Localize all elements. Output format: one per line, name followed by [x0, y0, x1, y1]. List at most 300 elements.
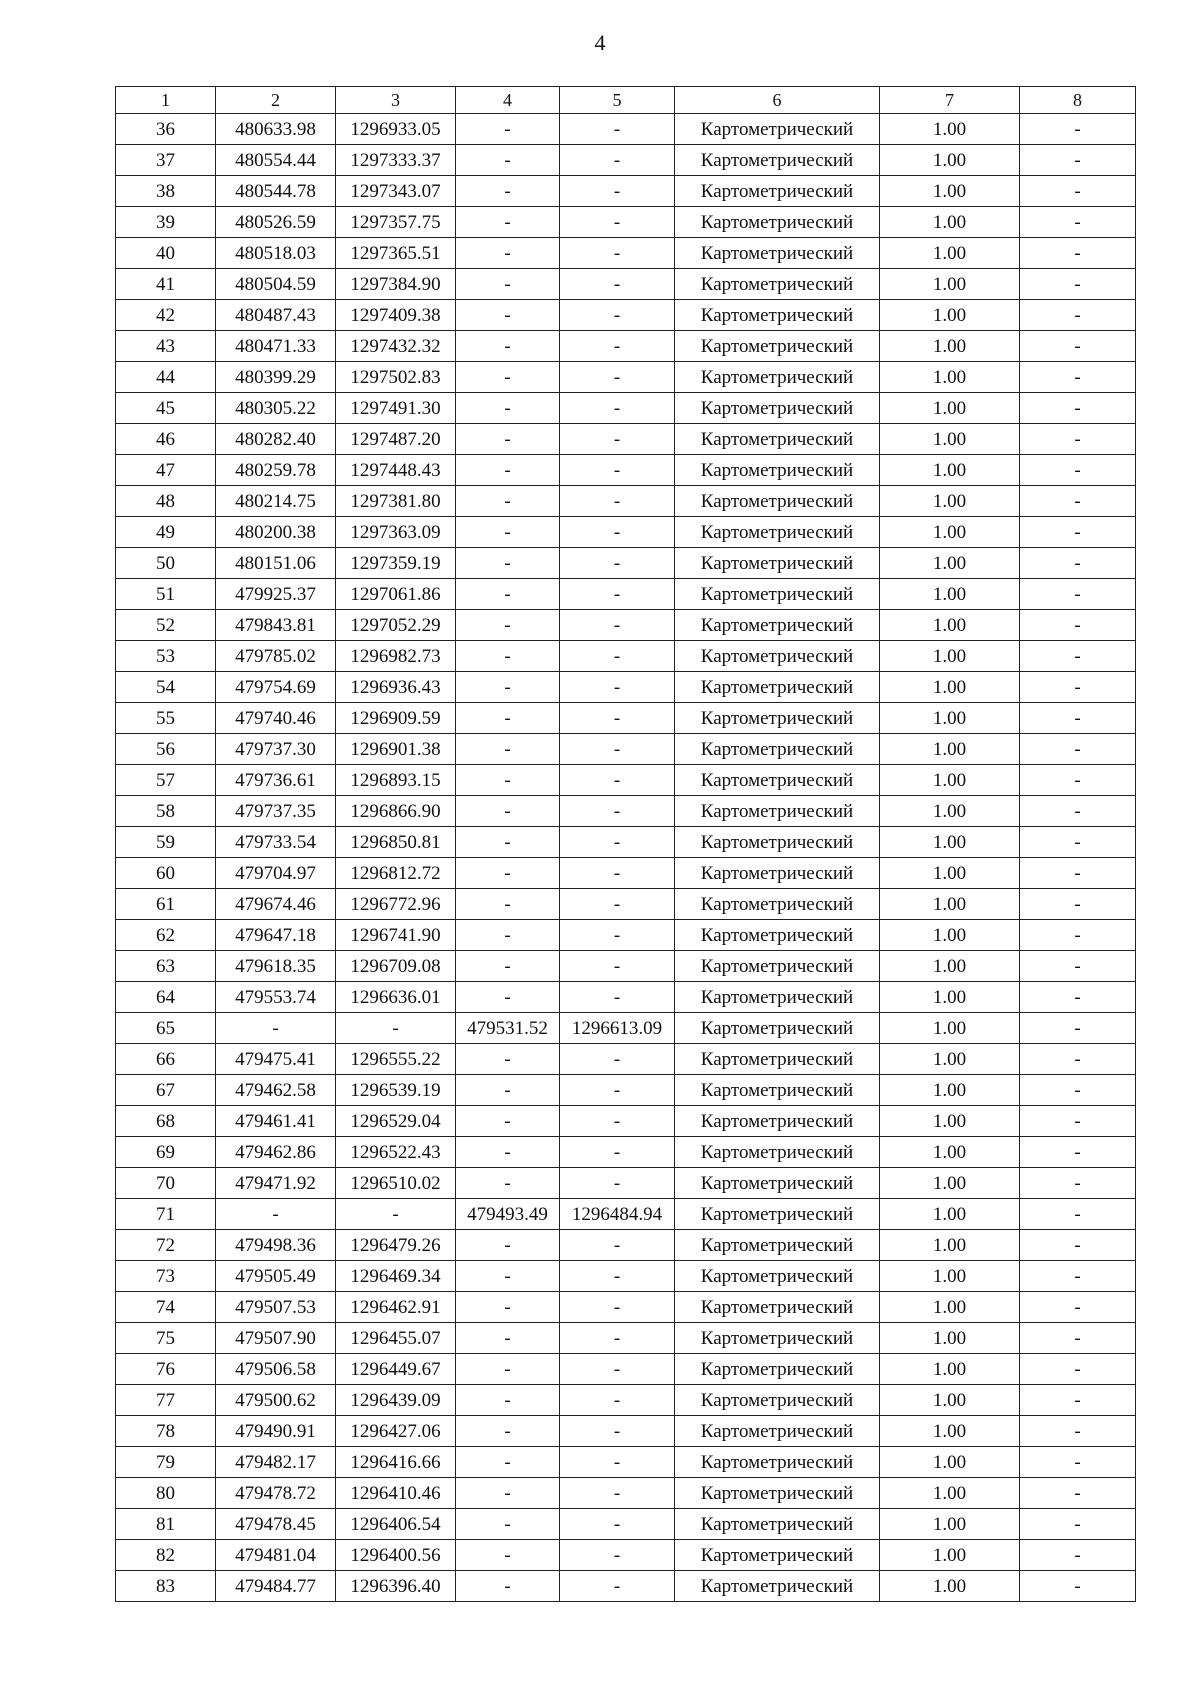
accuracy-cell: 1.00 — [880, 1261, 1020, 1292]
y-new-coordinate-cell: - — [560, 1168, 675, 1199]
point-number-cell: 57 — [116, 765, 216, 796]
y-coordinate-cell: 1297333.37 — [336, 145, 456, 176]
accuracy-cell: 1.00 — [880, 362, 1020, 393]
y-coordinate-cell: 1296933.05 — [336, 114, 456, 145]
table-row — [116, 1292, 1136, 1323]
y-new-coordinate-cell: - — [560, 486, 675, 517]
point-number-cell: 75 — [116, 1323, 216, 1354]
point-number-cell: 77 — [116, 1385, 216, 1416]
y-coordinate-cell: 1297502.83 — [336, 362, 456, 393]
y-new-coordinate-cell: - — [560, 610, 675, 641]
page-number: 4 — [594, 30, 606, 55]
y-coordinate-cell: 1297384.90 — [336, 269, 456, 300]
point-number-cell: 65 — [116, 1013, 216, 1044]
column-header: 3 — [336, 87, 456, 114]
accuracy-cell: 1.00 — [880, 114, 1020, 145]
x-new-coordinate-cell: - — [456, 641, 560, 672]
y-coordinate-cell: 1296469.34 — [336, 1261, 456, 1292]
x-coordinate-cell: 479925.37 — [216, 579, 336, 610]
x-coordinate-cell: 479462.58 — [216, 1075, 336, 1106]
x-new-coordinate-cell: - — [456, 1540, 560, 1571]
y-coordinate-cell: 1296396.40 — [336, 1571, 456, 1602]
y-new-coordinate-cell: - — [560, 1447, 675, 1478]
y-new-coordinate-cell: - — [560, 1137, 675, 1168]
x-new-coordinate-cell: - — [456, 1354, 560, 1385]
description-cell: - — [1020, 1571, 1136, 1602]
x-new-coordinate-cell: - — [456, 114, 560, 145]
description-cell: - — [1020, 1323, 1136, 1354]
x-coordinate-cell: 480200.38 — [216, 517, 336, 548]
method-cell: Картометрический — [675, 1478, 880, 1509]
accuracy-cell: 1.00 — [880, 610, 1020, 641]
method-cell: Картометрический — [675, 1137, 880, 1168]
y-new-coordinate-cell: - — [560, 1261, 675, 1292]
description-cell: - — [1020, 1292, 1136, 1323]
table-row — [116, 1540, 1136, 1571]
point-number-cell: 43 — [116, 331, 216, 362]
method-cell: Картометрический — [675, 207, 880, 238]
y-new-coordinate-cell: - — [560, 455, 675, 486]
y-new-coordinate-cell: - — [560, 982, 675, 1013]
method-cell: Картометрический — [675, 176, 880, 207]
description-cell: - — [1020, 362, 1136, 393]
table-row — [116, 1447, 1136, 1478]
accuracy-cell: 1.00 — [880, 176, 1020, 207]
table-row — [116, 1106, 1136, 1137]
method-cell: Картометрический — [675, 579, 880, 610]
accuracy-cell: 1.00 — [880, 889, 1020, 920]
y-coordinate-cell: 1297381.80 — [336, 486, 456, 517]
x-new-coordinate-cell: - — [456, 1261, 560, 1292]
table-row — [116, 1416, 1136, 1447]
table-body — [116, 114, 1136, 1602]
y-new-coordinate-cell: - — [560, 176, 675, 207]
x-coordinate-cell: 480518.03 — [216, 238, 336, 269]
y-coordinate-cell: 1297052.29 — [336, 610, 456, 641]
accuracy-cell: 1.00 — [880, 1137, 1020, 1168]
point-number-cell: 70 — [116, 1168, 216, 1199]
x-coordinate-cell: 479785.02 — [216, 641, 336, 672]
y-coordinate-cell: 1296406.54 — [336, 1509, 456, 1540]
y-coordinate-cell: 1296555.22 — [336, 1044, 456, 1075]
y-new-coordinate-cell: - — [560, 1106, 675, 1137]
description-cell: - — [1020, 1137, 1136, 1168]
method-cell: Картометрический — [675, 1571, 880, 1602]
table-row — [116, 1137, 1136, 1168]
table-row — [116, 765, 1136, 796]
point-number-cell: 46 — [116, 424, 216, 455]
x-new-coordinate-cell: - — [456, 672, 560, 703]
table-row — [116, 858, 1136, 889]
point-number-cell: 64 — [116, 982, 216, 1013]
x-new-coordinate-cell: - — [456, 1509, 560, 1540]
accuracy-cell: 1.00 — [880, 579, 1020, 610]
table-row — [116, 672, 1136, 703]
point-number-cell: 76 — [116, 1354, 216, 1385]
point-number-cell: 72 — [116, 1230, 216, 1261]
y-coordinate-cell: 1297343.07 — [336, 176, 456, 207]
y-coordinate-cell: 1296539.19 — [336, 1075, 456, 1106]
point-number-cell: 56 — [116, 734, 216, 765]
table-row — [116, 889, 1136, 920]
description-cell: - — [1020, 238, 1136, 269]
x-coordinate-cell: 479481.04 — [216, 1540, 336, 1571]
y-coordinate-cell: 1297432.32 — [336, 331, 456, 362]
y-new-coordinate-cell: - — [560, 1323, 675, 1354]
x-coordinate-cell: 479498.36 — [216, 1230, 336, 1261]
y-new-coordinate-cell: - — [560, 889, 675, 920]
y-new-coordinate-cell: - — [560, 734, 675, 765]
x-new-coordinate-cell: - — [456, 1478, 560, 1509]
accuracy-cell: 1.00 — [880, 1571, 1020, 1602]
description-cell: - — [1020, 300, 1136, 331]
x-new-coordinate-cell: - — [456, 858, 560, 889]
accuracy-cell: 1.00 — [880, 641, 1020, 672]
y-new-coordinate-cell: - — [560, 858, 675, 889]
description-cell: - — [1020, 517, 1136, 548]
description-cell: - — [1020, 269, 1136, 300]
y-coordinate-cell: 1296416.66 — [336, 1447, 456, 1478]
y-coordinate-cell: 1297448.43 — [336, 455, 456, 486]
table-row — [116, 1478, 1136, 1509]
point-number-cell: 58 — [116, 796, 216, 827]
x-coordinate-cell: 479553.74 — [216, 982, 336, 1013]
accuracy-cell: 1.00 — [880, 1509, 1020, 1540]
point-number-cell: 79 — [116, 1447, 216, 1478]
accuracy-cell: 1.00 — [880, 734, 1020, 765]
accuracy-cell: 1.00 — [880, 1354, 1020, 1385]
description-cell: - — [1020, 703, 1136, 734]
table-row — [116, 579, 1136, 610]
description-cell: - — [1020, 982, 1136, 1013]
x-coordinate-cell: 480633.98 — [216, 114, 336, 145]
table-row — [116, 951, 1136, 982]
point-number-cell: 61 — [116, 889, 216, 920]
description-cell: - — [1020, 858, 1136, 889]
x-coordinate-cell: 480554.44 — [216, 145, 336, 176]
y-new-coordinate-cell: - — [560, 1075, 675, 1106]
table-row — [116, 393, 1136, 424]
point-number-cell: 66 — [116, 1044, 216, 1075]
x-new-coordinate-cell: - — [456, 920, 560, 951]
description-cell: - — [1020, 1354, 1136, 1385]
x-new-coordinate-cell: - — [456, 393, 560, 424]
y-new-coordinate-cell: - — [560, 517, 675, 548]
accuracy-cell: 1.00 — [880, 858, 1020, 889]
point-number-cell: 40 — [116, 238, 216, 269]
x-coordinate-cell: 480282.40 — [216, 424, 336, 455]
method-cell: Картометрический — [675, 734, 880, 765]
x-coordinate-cell: 479507.90 — [216, 1323, 336, 1354]
point-number-cell: 83 — [116, 1571, 216, 1602]
method-cell: Картометрический — [675, 1013, 880, 1044]
accuracy-cell: 1.00 — [880, 207, 1020, 238]
accuracy-cell: 1.00 — [880, 1230, 1020, 1261]
accuracy-cell: 1.00 — [880, 1416, 1020, 1447]
column-header: 2 — [216, 87, 336, 114]
description-cell: - — [1020, 1540, 1136, 1571]
accuracy-cell: 1.00 — [880, 455, 1020, 486]
accuracy-cell: 1.00 — [880, 1013, 1020, 1044]
x-coordinate-cell: 480399.29 — [216, 362, 336, 393]
y-coordinate-cell: 1297061.86 — [336, 579, 456, 610]
x-new-coordinate-cell: - — [456, 300, 560, 331]
description-cell: - — [1020, 920, 1136, 951]
x-new-coordinate-cell: 479493.49 — [456, 1199, 560, 1230]
method-cell: Картометрический — [675, 1354, 880, 1385]
point-number-cell: 52 — [116, 610, 216, 641]
description-cell: - — [1020, 672, 1136, 703]
method-cell: Картометрический — [675, 1261, 880, 1292]
table-row — [116, 703, 1136, 734]
column-header: 6 — [675, 87, 880, 114]
description-cell: - — [1020, 610, 1136, 641]
description-cell: - — [1020, 1168, 1136, 1199]
y-new-coordinate-cell: - — [560, 796, 675, 827]
x-new-coordinate-cell: - — [456, 269, 560, 300]
accuracy-cell: 1.00 — [880, 827, 1020, 858]
y-new-coordinate-cell: - — [560, 672, 675, 703]
description-cell: - — [1020, 827, 1136, 858]
x-coordinate-cell: 479618.35 — [216, 951, 336, 982]
column-header: 5 — [560, 87, 675, 114]
y-coordinate-cell: 1296741.90 — [336, 920, 456, 951]
method-cell: Картометрический — [675, 1323, 880, 1354]
y-new-coordinate-cell: - — [560, 1540, 675, 1571]
x-new-coordinate-cell: - — [456, 486, 560, 517]
y-coordinate-cell: 1296400.56 — [336, 1540, 456, 1571]
accuracy-cell: 1.00 — [880, 1106, 1020, 1137]
accuracy-cell: 1.00 — [880, 331, 1020, 362]
table-row — [116, 548, 1136, 579]
table-row — [116, 362, 1136, 393]
y-new-coordinate-cell: - — [560, 548, 675, 579]
description-cell: - — [1020, 579, 1136, 610]
y-coordinate-cell: 1296462.91 — [336, 1292, 456, 1323]
method-cell: Картометрический — [675, 765, 880, 796]
point-number-cell: 62 — [116, 920, 216, 951]
method-cell: Картометрический — [675, 1075, 880, 1106]
x-coordinate-cell: 480504.59 — [216, 269, 336, 300]
accuracy-cell: 1.00 — [880, 1447, 1020, 1478]
x-new-coordinate-cell: - — [456, 610, 560, 641]
y-coordinate-cell: 1296636.01 — [336, 982, 456, 1013]
y-coordinate-cell: 1296439.09 — [336, 1385, 456, 1416]
y-coordinate-cell: 1296455.07 — [336, 1323, 456, 1354]
accuracy-cell: 1.00 — [880, 548, 1020, 579]
method-cell: Картометрический — [675, 1540, 880, 1571]
x-coordinate-cell: 479461.41 — [216, 1106, 336, 1137]
x-new-coordinate-cell: - — [456, 362, 560, 393]
x-coordinate-cell: 479733.54 — [216, 827, 336, 858]
y-coordinate-cell: 1296427.06 — [336, 1416, 456, 1447]
accuracy-cell: 1.00 — [880, 672, 1020, 703]
method-cell: Картометрический — [675, 1199, 880, 1230]
method-cell: Картометрический — [675, 982, 880, 1013]
y-new-coordinate-cell: - — [560, 269, 675, 300]
x-coordinate-cell: 479704.97 — [216, 858, 336, 889]
x-coordinate-cell: 479471.92 — [216, 1168, 336, 1199]
accuracy-cell: 1.00 — [880, 920, 1020, 951]
description-cell: - — [1020, 951, 1136, 982]
y-coordinate-cell: 1296522.43 — [336, 1137, 456, 1168]
y-coordinate-cell: 1296772.96 — [336, 889, 456, 920]
x-coordinate-cell: 480259.78 — [216, 455, 336, 486]
table-row — [116, 1354, 1136, 1385]
method-cell: Картометрический — [675, 362, 880, 393]
method-cell: Картометрический — [675, 455, 880, 486]
description-cell: - — [1020, 1075, 1136, 1106]
table-row — [116, 1571, 1136, 1602]
x-coordinate-cell: 479490.91 — [216, 1416, 336, 1447]
y-coordinate-cell: 1297487.20 — [336, 424, 456, 455]
table-row — [116, 734, 1136, 765]
description-cell: - — [1020, 548, 1136, 579]
y-coordinate-cell: 1296709.08 — [336, 951, 456, 982]
table-row — [116, 982, 1136, 1013]
x-coordinate-cell: 479736.61 — [216, 765, 336, 796]
method-cell: Картометрический — [675, 796, 880, 827]
table-row — [116, 641, 1136, 672]
accuracy-cell: 1.00 — [880, 796, 1020, 827]
x-coordinate-cell: 479482.17 — [216, 1447, 336, 1478]
table-row — [116, 145, 1136, 176]
point-number-cell: 48 — [116, 486, 216, 517]
description-cell: - — [1020, 1385, 1136, 1416]
method-cell: Картометрический — [675, 672, 880, 703]
x-coordinate-cell: 479500.62 — [216, 1385, 336, 1416]
accuracy-cell: 1.00 — [880, 982, 1020, 1013]
x-new-coordinate-cell: - — [456, 1292, 560, 1323]
x-coordinate-cell: 480214.75 — [216, 486, 336, 517]
y-coordinate-cell: 1296449.67 — [336, 1354, 456, 1385]
y-new-coordinate-cell: - — [560, 641, 675, 672]
table-row — [116, 455, 1136, 486]
accuracy-cell: 1.00 — [880, 300, 1020, 331]
method-cell: Картометрический — [675, 548, 880, 579]
point-number-cell: 49 — [116, 517, 216, 548]
method-cell: Картометрический — [675, 269, 880, 300]
table-row — [116, 920, 1136, 951]
table-row — [116, 796, 1136, 827]
x-new-coordinate-cell: - — [456, 548, 560, 579]
description-cell: - — [1020, 424, 1136, 455]
x-new-coordinate-cell: - — [456, 579, 560, 610]
y-new-coordinate-cell: - — [560, 703, 675, 734]
y-coordinate-cell: - — [336, 1199, 456, 1230]
x-coordinate-cell: 479478.45 — [216, 1509, 336, 1540]
x-new-coordinate-cell: - — [456, 424, 560, 455]
x-new-coordinate-cell: - — [456, 796, 560, 827]
table-row — [116, 176, 1136, 207]
accuracy-cell: 1.00 — [880, 145, 1020, 176]
x-new-coordinate-cell: - — [456, 1230, 560, 1261]
table-row — [116, 486, 1136, 517]
x-coordinate-cell: 479737.30 — [216, 734, 336, 765]
description-cell: - — [1020, 1261, 1136, 1292]
column-header: 4 — [456, 87, 560, 114]
y-coordinate-cell: 1296529.04 — [336, 1106, 456, 1137]
x-new-coordinate-cell: - — [456, 455, 560, 486]
accuracy-cell: 1.00 — [880, 1478, 1020, 1509]
point-number-cell: 41 — [116, 269, 216, 300]
y-coordinate-cell: 1297363.09 — [336, 517, 456, 548]
point-number-cell: 42 — [116, 300, 216, 331]
y-new-coordinate-cell: - — [560, 1478, 675, 1509]
table-row — [116, 517, 1136, 548]
table-row — [116, 300, 1136, 331]
x-coordinate-cell: 480487.43 — [216, 300, 336, 331]
point-number-cell: 44 — [116, 362, 216, 393]
x-new-coordinate-cell: - — [456, 238, 560, 269]
accuracy-cell: 1.00 — [880, 486, 1020, 517]
accuracy-cell: 1.00 — [880, 1168, 1020, 1199]
x-new-coordinate-cell: - — [456, 1416, 560, 1447]
y-coordinate-cell: 1297359.19 — [336, 548, 456, 579]
accuracy-cell: 1.00 — [880, 238, 1020, 269]
y-coordinate-cell: 1296982.73 — [336, 641, 456, 672]
table-row — [116, 610, 1136, 641]
description-cell: - — [1020, 1106, 1136, 1137]
x-new-coordinate-cell: - — [456, 1571, 560, 1602]
table-row — [116, 1323, 1136, 1354]
x-coordinate-cell: 479475.41 — [216, 1044, 336, 1075]
description-cell: - — [1020, 1199, 1136, 1230]
description-cell: - — [1020, 176, 1136, 207]
description-cell: - — [1020, 145, 1136, 176]
description-cell: - — [1020, 641, 1136, 672]
point-number-cell: 68 — [116, 1106, 216, 1137]
x-coordinate-cell: 479843.81 — [216, 610, 336, 641]
accuracy-cell: 1.00 — [880, 1199, 1020, 1230]
accuracy-cell: 1.00 — [880, 951, 1020, 982]
y-coordinate-cell: 1297365.51 — [336, 238, 456, 269]
method-cell: Картометрический — [675, 1416, 880, 1447]
x-new-coordinate-cell: - — [456, 827, 560, 858]
description-cell: - — [1020, 486, 1136, 517]
x-new-coordinate-cell: - — [456, 1168, 560, 1199]
method-cell: Картометрический — [675, 920, 880, 951]
point-number-cell: 69 — [116, 1137, 216, 1168]
method-cell: Картометрический — [675, 703, 880, 734]
y-new-coordinate-cell: - — [560, 1230, 675, 1261]
x-new-coordinate-cell: - — [456, 1137, 560, 1168]
description-cell: - — [1020, 455, 1136, 486]
point-number-cell: 74 — [116, 1292, 216, 1323]
x-coordinate-cell: 480544.78 — [216, 176, 336, 207]
y-new-coordinate-cell: - — [560, 238, 675, 269]
method-cell: Картометрический — [675, 486, 880, 517]
table-row — [116, 331, 1136, 362]
y-new-coordinate-cell: 1296613.09 — [560, 1013, 675, 1044]
description-cell: - — [1020, 331, 1136, 362]
method-cell: Картометрический — [675, 858, 880, 889]
point-number-cell: 55 — [116, 703, 216, 734]
column-header: 1 — [116, 87, 216, 114]
table-row — [116, 1044, 1136, 1075]
y-new-coordinate-cell: - — [560, 1571, 675, 1602]
x-new-coordinate-cell: - — [456, 765, 560, 796]
y-coordinate-cell: 1296850.81 — [336, 827, 456, 858]
accuracy-cell: 1.00 — [880, 424, 1020, 455]
point-number-cell: 81 — [116, 1509, 216, 1540]
table-row — [116, 1385, 1136, 1416]
point-number-cell: 60 — [116, 858, 216, 889]
table-row — [116, 238, 1136, 269]
point-number-cell: 37 — [116, 145, 216, 176]
x-new-coordinate-cell: - — [456, 982, 560, 1013]
x-new-coordinate-cell: - — [456, 951, 560, 982]
